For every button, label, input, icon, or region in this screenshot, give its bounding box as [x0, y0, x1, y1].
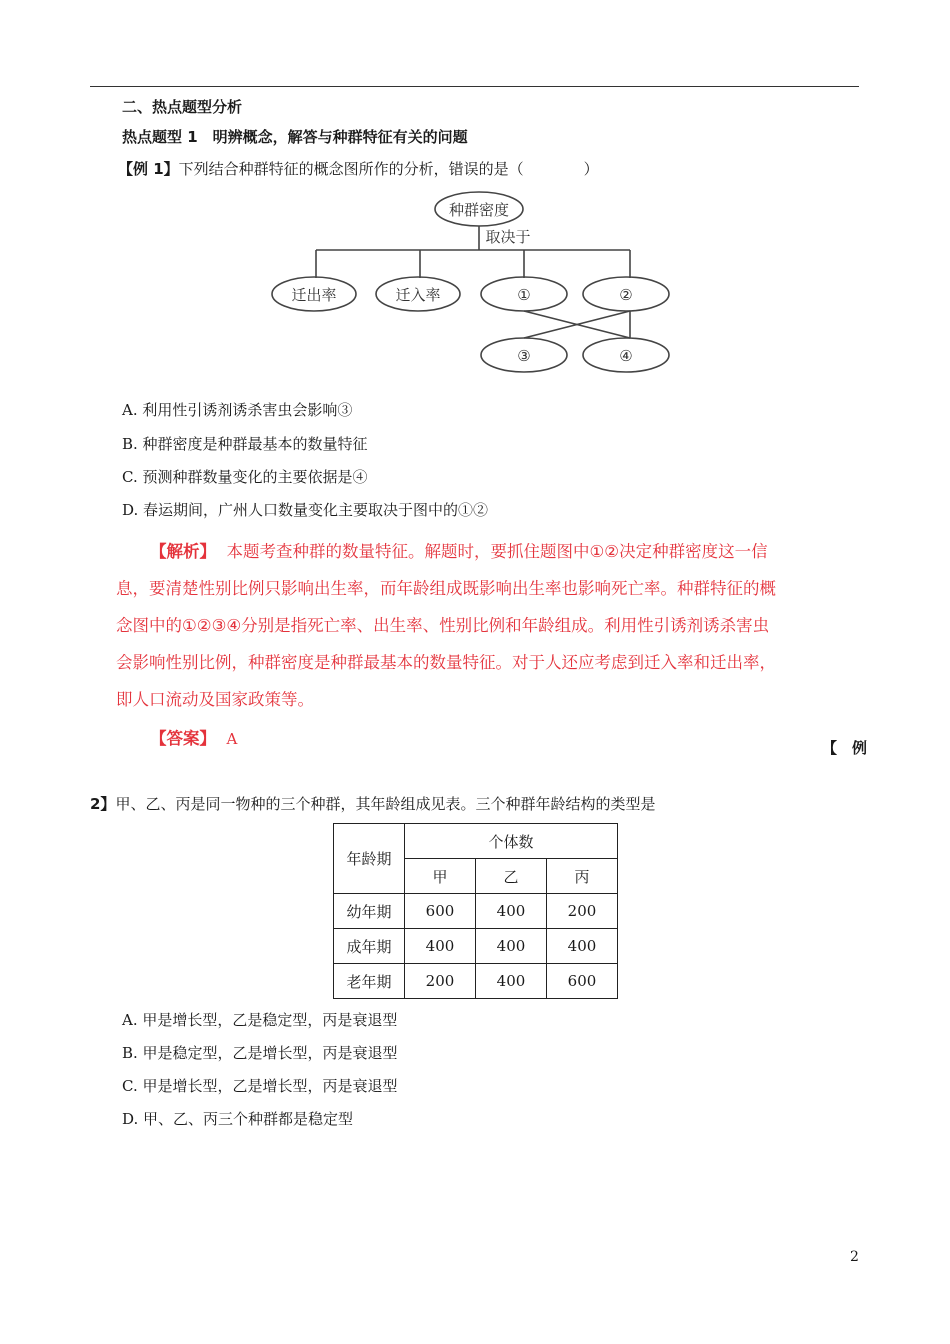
diagram-label-1: ① [517, 286, 531, 304]
page-number: 2 [850, 1249, 859, 1265]
diagram-label-2: ② [619, 286, 633, 304]
table-cell: 200 [547, 894, 618, 929]
table-row [334, 929, 618, 964]
table-cell: 600 [547, 964, 618, 999]
diagram-label-density: 种群密度 [448, 201, 510, 219]
table-row [334, 894, 618, 929]
table-corner-cell: 年龄期 [334, 824, 405, 894]
table-col-header: 乙 [476, 859, 547, 894]
table-col-header: 甲 [405, 859, 476, 894]
example1-label: 【例 1】 [118, 160, 179, 178]
example1-option-d: D. 春运期间，广州人口数量变化主要取决于图中的①② [122, 501, 489, 519]
analysis-line-1 [150, 538, 768, 562]
table-cell: 400 [405, 929, 476, 964]
analysis-line-3: 念图中的①②③④分别是指死亡率、出生率、性别比例和年龄组成。利用性引诱剂诱杀害虫 [116, 616, 770, 635]
table-col-header: 丙 [547, 859, 618, 894]
table-cell: 200 [405, 964, 476, 999]
header-rule [90, 86, 859, 87]
example1-option-b: B. 种群密度是种群最基本的数量特征 [122, 435, 368, 453]
answer-line [150, 725, 237, 749]
analysis-label: 【解析】 [150, 542, 216, 561]
diagram-label-connector: 取决于 [485, 228, 531, 246]
example2-question-text: 甲、乙、丙是同一物种的三个种群，其年龄组成见表。三个种群年龄结构的类型是 [115, 795, 656, 813]
table-group-header: 个体数 [405, 824, 618, 859]
answer-value: A [226, 730, 238, 748]
answer-label: 【答案】 [150, 729, 216, 748]
example1-question [118, 158, 599, 179]
table-row-label: 幼年期 [334, 894, 405, 929]
table-row-label: 成年期 [334, 929, 405, 964]
table-cell: 400 [476, 929, 547, 964]
example2-option-a: A. 甲是增长型，乙是稳定型，丙是衰退型 [122, 1011, 398, 1029]
table-header-row [334, 824, 618, 859]
table-cell: 400 [476, 964, 547, 999]
analysis-line-2: 息，要清楚性别比例只影响出生率，而年龄组成既影响出生率也影响死亡率。种群特征的概 [116, 579, 776, 598]
age-structure-table [333, 823, 618, 999]
example2-label-end: 2】 [90, 795, 116, 813]
diagram-label-emigration: 迁出率 [291, 286, 337, 304]
example2-question [90, 793, 655, 814]
section-title: 二、热点题型分析 [122, 98, 243, 116]
example2-option-c: C. 甲是增长型，乙是增长型，丙是衰退型 [122, 1077, 398, 1095]
example2-option-b: B. 甲是稳定型，乙是增长型，丙是衰退型 [122, 1044, 398, 1062]
example1-option-a: A. 利用性引诱剂诱杀害虫会影响③ [122, 401, 353, 419]
population-concept-diagram [270, 188, 680, 380]
diagram-label-3: ③ [517, 347, 531, 365]
diagram-label-4: ④ [619, 347, 633, 365]
hot-type-title: 热点题型 1 明辨概念，解答与种群特征有关的问题 [122, 128, 468, 146]
diagram-label-immigration: 迁入率 [395, 286, 441, 304]
analysis-text-1: 本题考查种群的数量特征。解题时，要抓住题图中①②决定种群密度这一信 [226, 542, 768, 561]
analysis-line-5: 即人口流动及国家政策等。 [116, 690, 314, 709]
example1-option-c: C. 预测种群数量变化的主要依据是④ [122, 468, 368, 486]
table-row-label: 老年期 [334, 964, 405, 999]
example2-option-d: D. 甲、乙、丙三个种群都是稳定型 [122, 1110, 354, 1128]
table-row [334, 964, 618, 999]
table-cell: 600 [405, 894, 476, 929]
analysis-line-4: 会影响性别比例，种群密度是种群最基本的数量特征。对于人还应考虑到迁入率和迁出率， [116, 653, 776, 672]
example2-label-start: 【 例 [822, 739, 868, 757]
table-cell: 400 [547, 929, 618, 964]
example1-question-text: 下列结合种群特征的概念图所作的分析，错误的是（ ） [178, 160, 599, 178]
table-cell: 400 [476, 894, 547, 929]
